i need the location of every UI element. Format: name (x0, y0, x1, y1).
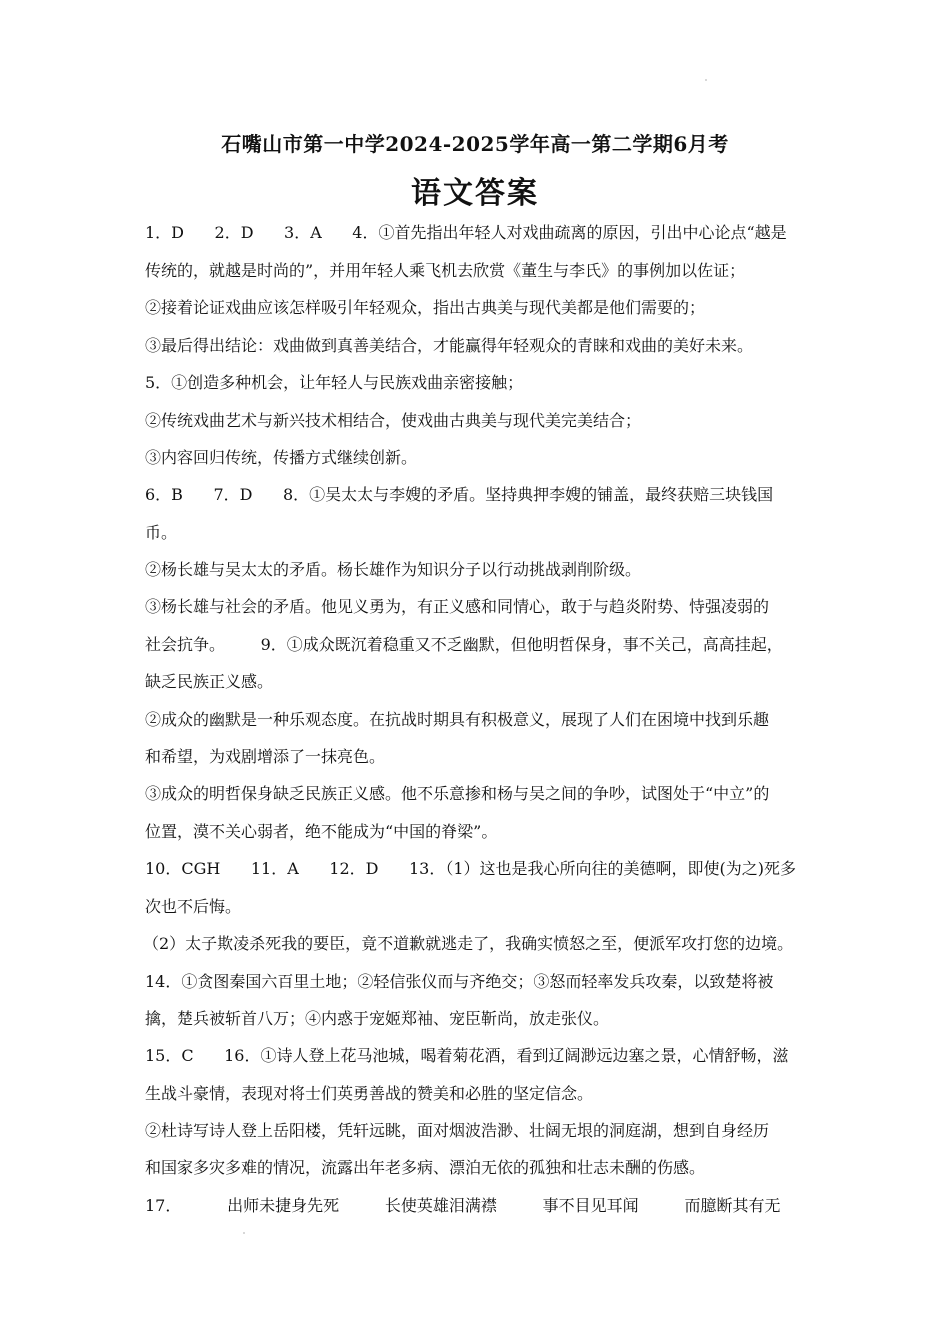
answer-line: 传统的，就越是时尚的”，并用年轻人乘飞机去欣赏《董生与李氏》的事例加以佐证； (145, 261, 746, 280)
answer-line: 14．①贪图秦国六百里土地；②轻信张仪而与齐绝交；③怒而轻率发兵攻秦，以致楚将被 (145, 972, 774, 991)
page-subtitle: 语文答案 (411, 176, 539, 211)
answer-line: ②成众的幽默是一种乐观态度。在抗战时期具有积极意义，展现了人们在困境中找到乐趣 (145, 710, 770, 729)
answer-line: 位置，漠不关心弱者，绝不能成为“中国的脊梁”。 (145, 822, 498, 841)
answer-line: 17． 出师未捷身先死 长使英雄泪满襟 事不目见耳闻 而臆断其有无 (145, 1196, 781, 1215)
answer-line: ②传统戏曲艺术与新兴技术相结合，使戏曲古典美与现代美完美结合； (145, 411, 642, 430)
answer-line: ③成众的明哲保身缺乏民族正义感。他不乐意掺和杨与吴之间的争吵，试图处于“中立”的 (145, 784, 770, 803)
answer-line: 擒，楚兵被斩首八万；④内惑于宠姬郑袖、宠臣靳尚，放走张仪。 (145, 1009, 610, 1028)
answer-line: 生战斗豪情，表现对将士们英勇善战的赞美和必胜的坚定信念。 (145, 1084, 594, 1103)
answer-line: ③杨长雄与社会的矛盾。他见义勇为，有正义感和同情心，敢于与趋炎附势、恃强凌弱的 (145, 597, 770, 616)
answer-line: 币。 (145, 523, 178, 542)
page-title: 石嘴山市第一中学2024-2025学年高一第二学期6月考 (221, 132, 729, 156)
answer-line: ②杜诗写诗人登上岳阳楼，凭轩远眺，面对烟波浩渺、壮阔无垠的洞庭湖，想到自身经历 (145, 1121, 770, 1140)
answer-line: 和希望，为戏剧增添了一抹亮色。 (145, 747, 386, 766)
answer-line: 和国家多灾多难的情况，流露出年老多病、漂泊无依的孤独和壮志未酬的伤感。 (145, 1158, 706, 1177)
answer-line: （2）太子欺凌杀死我的要臣，竟不道歉就逃走了，我确实愤怒之至，便派军攻打您的边境。 (143, 934, 794, 953)
answer-line: 5．①创造多种机会，让年轻人与民族戏曲亲密接触； (145, 373, 524, 392)
answer-line: ③最后得出结论：戏曲做到真善美结合，才能赢得年轻观众的青睐和戏曲的美好未来。 (145, 336, 754, 355)
answer-line: 次也不后悔。 (145, 897, 242, 916)
answer-line: 6．B 7．D 8．①吴太太与李嫂的矛盾。坚持典押李嫂的铺盖，最终获赔三块钱国 (145, 485, 774, 504)
scan-speck (243, 1232, 245, 1234)
answer-line: 社会抗争。 9．①成众既沉着稳重又不乏幽默，但他明哲保身，事不关己，高高挂起， (145, 635, 783, 654)
answer-line: 10．CGH 11．A 12．D 13．（1）这也是我心所向往的美德啊，即使(为之)死多 (145, 859, 797, 878)
scan-speck (705, 79, 707, 81)
answer-line: ②杨长雄与吴太太的矛盾。杨长雄作为知识分子以行动挑战剥削阶级。 (145, 560, 642, 579)
answer-line: 缺乏民族正义感。 (145, 672, 274, 691)
answer-line: ③内容回归传统，传播方式继续创新。 (145, 448, 418, 467)
answer-line: 15．C 16．①诗人登上花马池城，喝着菊花酒，看到辽阔渺远边塞之景，心情舒畅，滋 (145, 1046, 789, 1065)
answer-line: ②接着论证戏曲应该怎样吸引年轻观众，指出古典美与现代美都是他们需要的； (145, 298, 706, 317)
answer-line: 1．D 2．D 3．A 4．①首先指出年轻人对戏曲疏离的原因，引出中心论点“越是 (145, 223, 787, 242)
